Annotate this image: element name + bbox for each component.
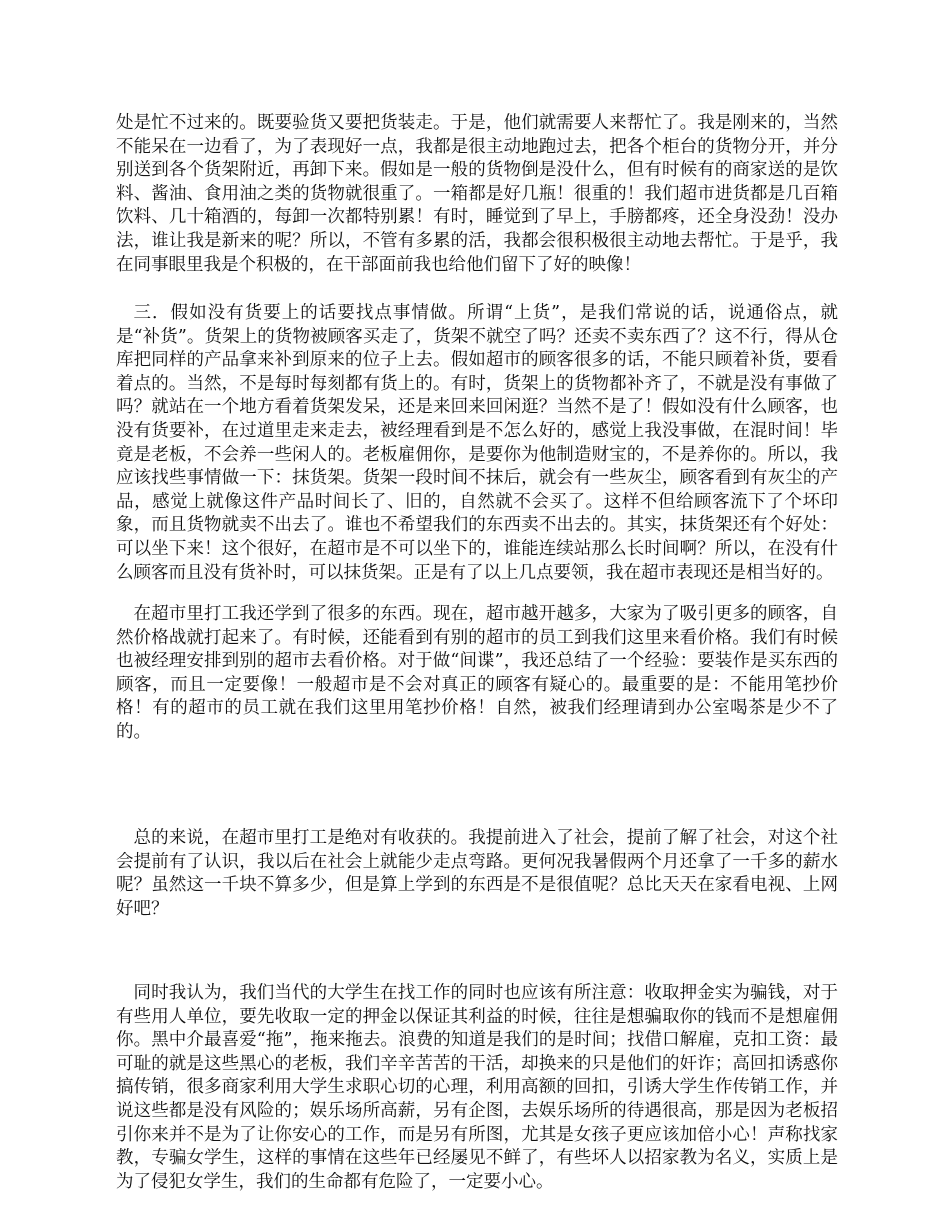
paragraph-restocking: 三．假如没有货要上的话要找点事情做。所谓“上货”，是我们常说的话，说通俗点，就是“补货”。货架上的货物被顾客买走了，货架不就空了吗？还卖不卖东西了？这不行，得从仓库把同样的产品拿来补到原来的位子上去。假如超市的顾客很多的话，不能只顾着补货，要看着点的。当然，不是每时每刻都有货上的。有时，货架上的货物都补齐了，不就是没有事做了吗？就站在一个地方看着货架发呆，还是来回来回闲逛？当然不是了！假如没有什么顾客，也没有货要补，在过道里走来走去，被经理看到是不怎么好的，感觉上我没事做，在混时间！毕竟是老板，不会养一些闲人的。老板雇佣你，是要你为他制造财宝的，不是养你的。所以，我应该找些事情做一下：抹货架。货架一段时间不抹后，就会有一些灰尘，顾客看到有灰尘的产品，感觉上就像这件产品时间长了、旧的，自然就不会买了。这样不但给顾客流下了个坏印象，而且货物就卖不出去了。谁也不希望我们的东西卖不出去的。其实，抹货架还有个好处：可以坐下来！这个很好，在超市是不可以坐下的，谁能连续站那么长时间啊？所以，在没有什么顾客而且没有货补时，可以抹货架。正是有了以上几点要领，我在超市表现还是相当好的。 (116, 303, 838, 583)
paragraph-job-warnings: 同时我认为，我们当代的大学生在找工作的同时也应该有所注意：收取押金实为骗钱，对于有些用人单位，要先收取一定的押金以保证其利益的时候，往往是想骗取你的钱而不是想雇佣你。黑中介最喜爱“拖”，拖来拖去。浪费的知道是我们的是时间；找借口解雇，克扣工资：最可耻的就是这些黑心的老板，我们辛辛苦苦的干活，却换来的只是他们的奸诈；高回扣诱惑你搞传销，很多商家利用大学生求职心切的心理，利用高额的回扣，引诱大学生作传销工作，并说这些都是没有风险的；娱乐场所高薪，另有企图，去娱乐场所的待遇很高，那是因为老板招引你来并不是为了让你安心的工作，而是另有所图，尤其是女孩子更应该加倍小心！声称找家教，专骗女学生，这样的事情在这些年已经屡见不鲜了，有些坏人以招家教为名义，实质上是为了侵犯女学生，我们的生命都有危险了，一定要小心。 (116, 983, 838, 1192)
paragraph-unloading-goods: 处是忙不过来的。既要验货又要把货装走。于是，他们就需要人来帮忙了。我是刚来的，当然不能呆在一边看了，为了表现好一点，我都是很主动地跑过去，把各个柜台的货物分开，并分别送到各个货架附近，再卸下来。假如是一般的货物倒是没什么，但有时候有的商家送的是饮料、酱油、食用油之类的货物就很重了。一箱都是好几瓶！很重的！我们超市进货都是几百箱饮料、几十箱酒的，每卸一次都特别累！有时，睡觉到了早上，手膀都疼，还全身没劲！没办法，谁让我是新来的呢？所以，不管有多累的活，我都会很积极很主动地去帮忙。于是乎，我在同事眼里我是个积极的，在干部面前我也给他们留下了好的映像！ (116, 113, 838, 275)
paragraph-price-checking: 在超市里打工我还学到了很多的东西。现在，超市越开越多，大家为了吸引更多的顾客，自然价格战就打起来了。有时候，还能看到有别的超市的员工到我们这里来看价格。我们有时候也被经理安排到别的超市去看价格。对于做“间谍”，我还总结了一个经验：要装作是买东西的顾客，而且一定要像！一般超市是不会对真正的顾客有疑心的。最重要的是：不能用笔抄价格！有的超市的员工就在我们这里用笔抄价格！自然，被我们经理请到办公室喝茶是少不了的。 (116, 604, 838, 742)
paragraph-summary: 总的来说，在超市里打工是绝对有收获的。我提前进入了社会，提前了解了社会，对这个社会提前有了认识，我以后在社会上就能少走点弯路。更何况我暑假两个月还拿了一千多的薪水呢？虽然这一千块不算多少，但是算上学到的东西是不是很值呢？总比天天在家看电视、上网好吧？ (116, 828, 838, 919)
